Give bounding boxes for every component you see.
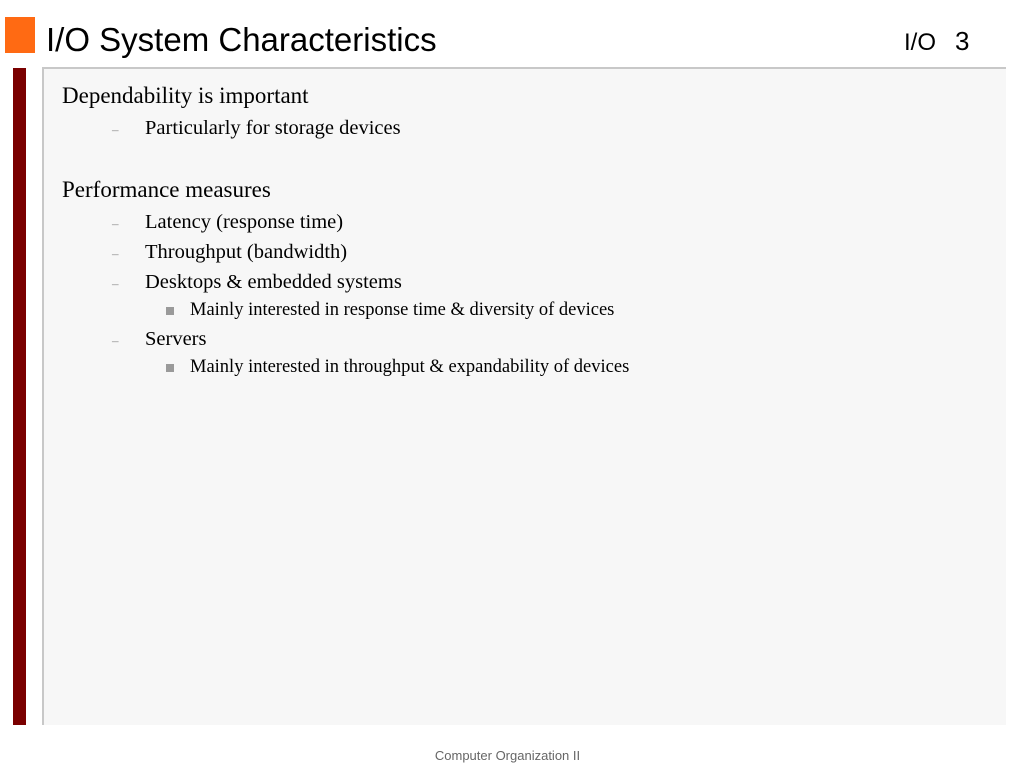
sub-bullet-servers — [62, 328, 962, 350]
bullet-list — [62, 83, 962, 377]
bullet-text: Performance measures — [62, 177, 271, 202]
bullet-text: Dependability is important — [62, 83, 309, 108]
bullet-text: Mainly interested in response time & diversity of devices — [190, 300, 615, 320]
dash-bullet-icon: – — [112, 276, 119, 291]
square-bullet-icon — [166, 364, 174, 372]
bullet-text: Throughput (bandwidth) — [145, 241, 348, 263]
sub-bullet-throughput — [62, 241, 962, 263]
left-accent-bar — [13, 68, 26, 725]
section-label: I/O — [904, 29, 937, 56]
bullet-text: Particularly for storage devices — [145, 117, 401, 139]
sub-bullet-desktops — [62, 271, 962, 293]
sub-sub-bullet-desktops-detail — [62, 300, 962, 320]
bullet-text: Desktops & embedded systems — [145, 271, 402, 293]
title-accent-square — [5, 17, 35, 53]
bullet-performance — [62, 177, 962, 203]
bullet-text: Mainly interested in throughput & expandability of devices — [190, 357, 630, 377]
dash-bullet-icon: – — [112, 216, 119, 231]
dash-bullet-icon: – — [112, 333, 119, 348]
bullet-text: Servers — [145, 328, 207, 350]
footer-text: Computer Organization II — [434, 748, 581, 763]
left-divider — [42, 68, 44, 725]
dash-bullet-icon: – — [112, 122, 119, 137]
sub-sub-bullet-servers-detail — [62, 357, 962, 377]
dash-bullet-icon: – — [112, 246, 119, 261]
slide-title: I/O System Characteristics — [46, 21, 437, 58]
square-bullet-icon — [166, 307, 174, 315]
bullet-dependability — [62, 83, 962, 109]
sub-bullet-storage — [62, 117, 962, 139]
sub-bullet-latency — [62, 211, 962, 233]
bullet-text: Latency (response time) — [145, 211, 344, 233]
slide-number: 3 — [955, 26, 970, 56]
